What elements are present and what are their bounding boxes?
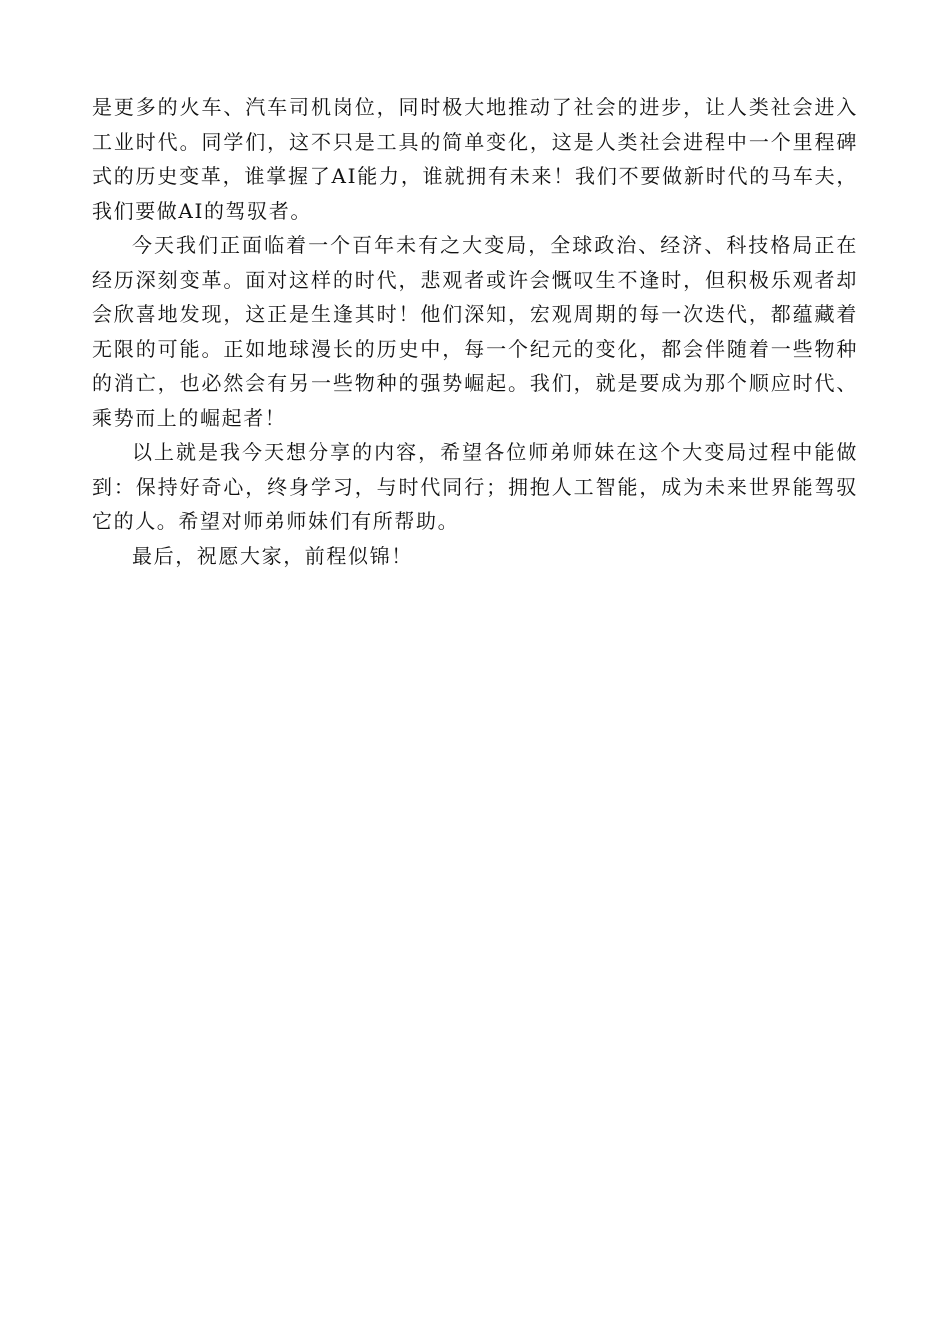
paragraph-advice: 以上就是我今天想分享的内容，希望各位师弟师妹在这个大变局过程中能做到：保持好奇心，终身学习，与时代同行；拥抱人工智能，成为未来世界能驾驭它的人。希望对师弟师妹们有所帮助。 [92, 440, 858, 533]
paragraph-great-change: 今天我们正面临着一个百年未有之大变局，全球政治、经济、科技格局正在经历深刻变革。面对这样的时代，悲观者或许会慨叹生不逢时，但积极乐观者却会欣喜地发现，这正是生逢其时！他们深知，宏观周期的每一次迭代，都蕴藏着无限的可能。正如地球漫长的历史中，每一个纪元的变化，都会伴随着一些物种的消亡，也必然会有另一些物种的强势崛起。我们，就是要成为那个顺应时代、乘势而上的崛起者！ [92, 233, 858, 430]
paragraph-closing-wish: 最后，祝愿大家，前程似锦！ [132, 543, 413, 568]
document-body [92, 90, 858, 573]
paragraph-ai-drivers: 是更多的火车、汽车司机岗位，同时极大地推动了社会的进步，让人类社会进入工业时代。同学们，这不只是工具的简单变化，这是人类社会进程中一个里程碑式的历史变革，谁掌握了AI能力，谁就拥有未来！我们不要做新时代的马车夫，我们要做AI的驾驭者。 [92, 95, 858, 223]
